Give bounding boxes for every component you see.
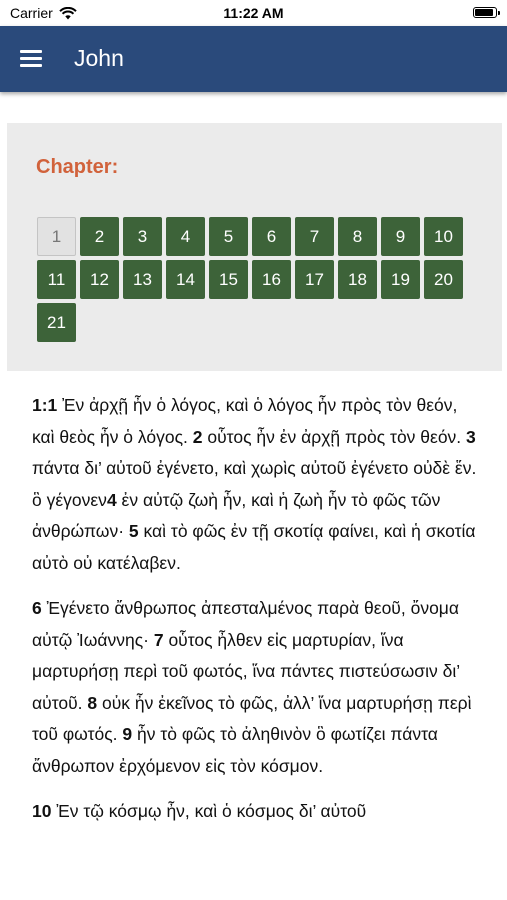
chapter-button-15[interactable]: 15	[209, 260, 248, 299]
battery-level-fill	[475, 9, 493, 16]
verse-text: καὶ τὸ φῶς ἐν τῇ σκοτίᾳ φαίνει, καὶ ἡ σκοτία αὐτὸ οὐ κατέλαβεν.	[32, 521, 476, 573]
chapter-button-14[interactable]: 14	[166, 260, 205, 299]
verse-number: 3	[466, 426, 476, 447]
verse-text: ἦν τὸ φῶς τὸ ἀληθινὸν ὃ φωτίζει πάντα ἄνθρωπον ἐρχόμενον εἰς τὸν κόσμον.	[32, 724, 438, 776]
verse-text: οὗτος ἦν ἐν ἀρχῇ πρὸς τὸν θεόν.	[202, 426, 467, 447]
verse-text: ἐν αὐτῷ ζωὴ ἦν, καὶ ἡ ζωὴ ἦν τὸ φῶς τῶν ἀνθρώπων·	[32, 489, 441, 541]
verse-paragraph	[32, 593, 480, 782]
chapter-button-16[interactable]: 16	[252, 260, 291, 299]
verse-number: 7	[153, 629, 164, 650]
chapter-button-7[interactable]: 7	[295, 217, 334, 256]
chapter-button-10[interactable]: 10	[424, 217, 463, 256]
verse-text: Ἐγένετο ἄνθρωπος ἀπεσταλμένος παρὰ θεοῦ, ὄνομα αὐτῷ Ἰωάννης·	[32, 598, 460, 650]
chapter-button-9[interactable]: 9	[381, 217, 420, 256]
verse-text: πάντα δι’ αὐτοῦ ἐγένετο, καὶ χωρὶς αὐτοῦ ἐγένετο οὐδὲ ἕν. ὃ γέγονεν	[32, 458, 477, 510]
verse-number: 6	[32, 598, 42, 618]
verse-text: Ἐν ἀρχῇ ἦν ὁ λόγος, καὶ ὁ λόγος ἦν πρὸς τὸν θεόν, καὶ θεὸς ἦν ὁ λόγος.	[32, 395, 458, 447]
battery-icon	[473, 7, 497, 18]
verse-number: 5	[128, 521, 139, 541]
chapter-button-5[interactable]: 5	[209, 217, 248, 256]
verse-number: 9	[122, 724, 133, 744]
verse-text: οὗτος ἦλθεν εἰς μαρτυρίαν, ἵνα μαρτυρήσῃ περὶ τοῦ φωτός, ἵνα πάντες πιστεύσωσιν δι’ αὐτοῦ.	[32, 629, 460, 713]
status-bar	[0, 0, 507, 26]
verse-paragraph	[32, 796, 480, 828]
chapter-button-2[interactable]: 2	[80, 217, 119, 256]
chapter-panel	[7, 123, 502, 371]
chapter-button-19[interactable]: 19	[381, 260, 420, 299]
status-time: 11:22 AM	[223, 5, 284, 21]
verse-number: 10	[32, 801, 52, 821]
chapter-button-12[interactable]: 12	[80, 260, 119, 299]
chapter-button-17[interactable]: 17	[295, 260, 334, 299]
app-bar	[0, 26, 507, 92]
verse-text: οὐκ ἦν ἐκεῖνος τὸ φῶς, ἀλλ’ ἵνα μαρτυρήσῃ περὶ τοῦ φωτός.	[32, 692, 472, 744]
chapter-button-1[interactable]: 1	[37, 217, 76, 256]
chapter-grid	[37, 217, 467, 342]
chapter-button-11[interactable]: 11	[37, 260, 76, 299]
verse-number: 1:1	[32, 395, 58, 415]
carrier-label: Carrier	[10, 5, 53, 21]
verse-number: 4	[106, 489, 117, 510]
verse-number: 2	[192, 426, 203, 447]
chapter-button-13[interactable]: 13	[123, 260, 162, 299]
hamburger-menu-icon[interactable]	[20, 50, 42, 68]
chapter-button-8[interactable]: 8	[338, 217, 377, 256]
verse-paragraph	[32, 390, 480, 579]
chapter-button-21[interactable]: 21	[37, 303, 76, 342]
scripture-text	[32, 390, 480, 842]
verse-number: 8	[87, 692, 98, 713]
chapter-button-6[interactable]: 6	[252, 217, 291, 256]
chapter-button-4[interactable]: 4	[166, 217, 205, 256]
chapter-label: Chapter:	[36, 156, 119, 178]
verse-text: Ἐν τῷ κόσμῳ ἦν, καὶ ὁ κόσμος δι’ αὐτοῦ	[51, 801, 367, 821]
page-title: John	[74, 45, 124, 71]
chapter-button-3[interactable]: 3	[123, 217, 162, 256]
chapter-button-18[interactable]: 18	[338, 260, 377, 299]
chapter-button-20[interactable]: 20	[424, 260, 463, 299]
